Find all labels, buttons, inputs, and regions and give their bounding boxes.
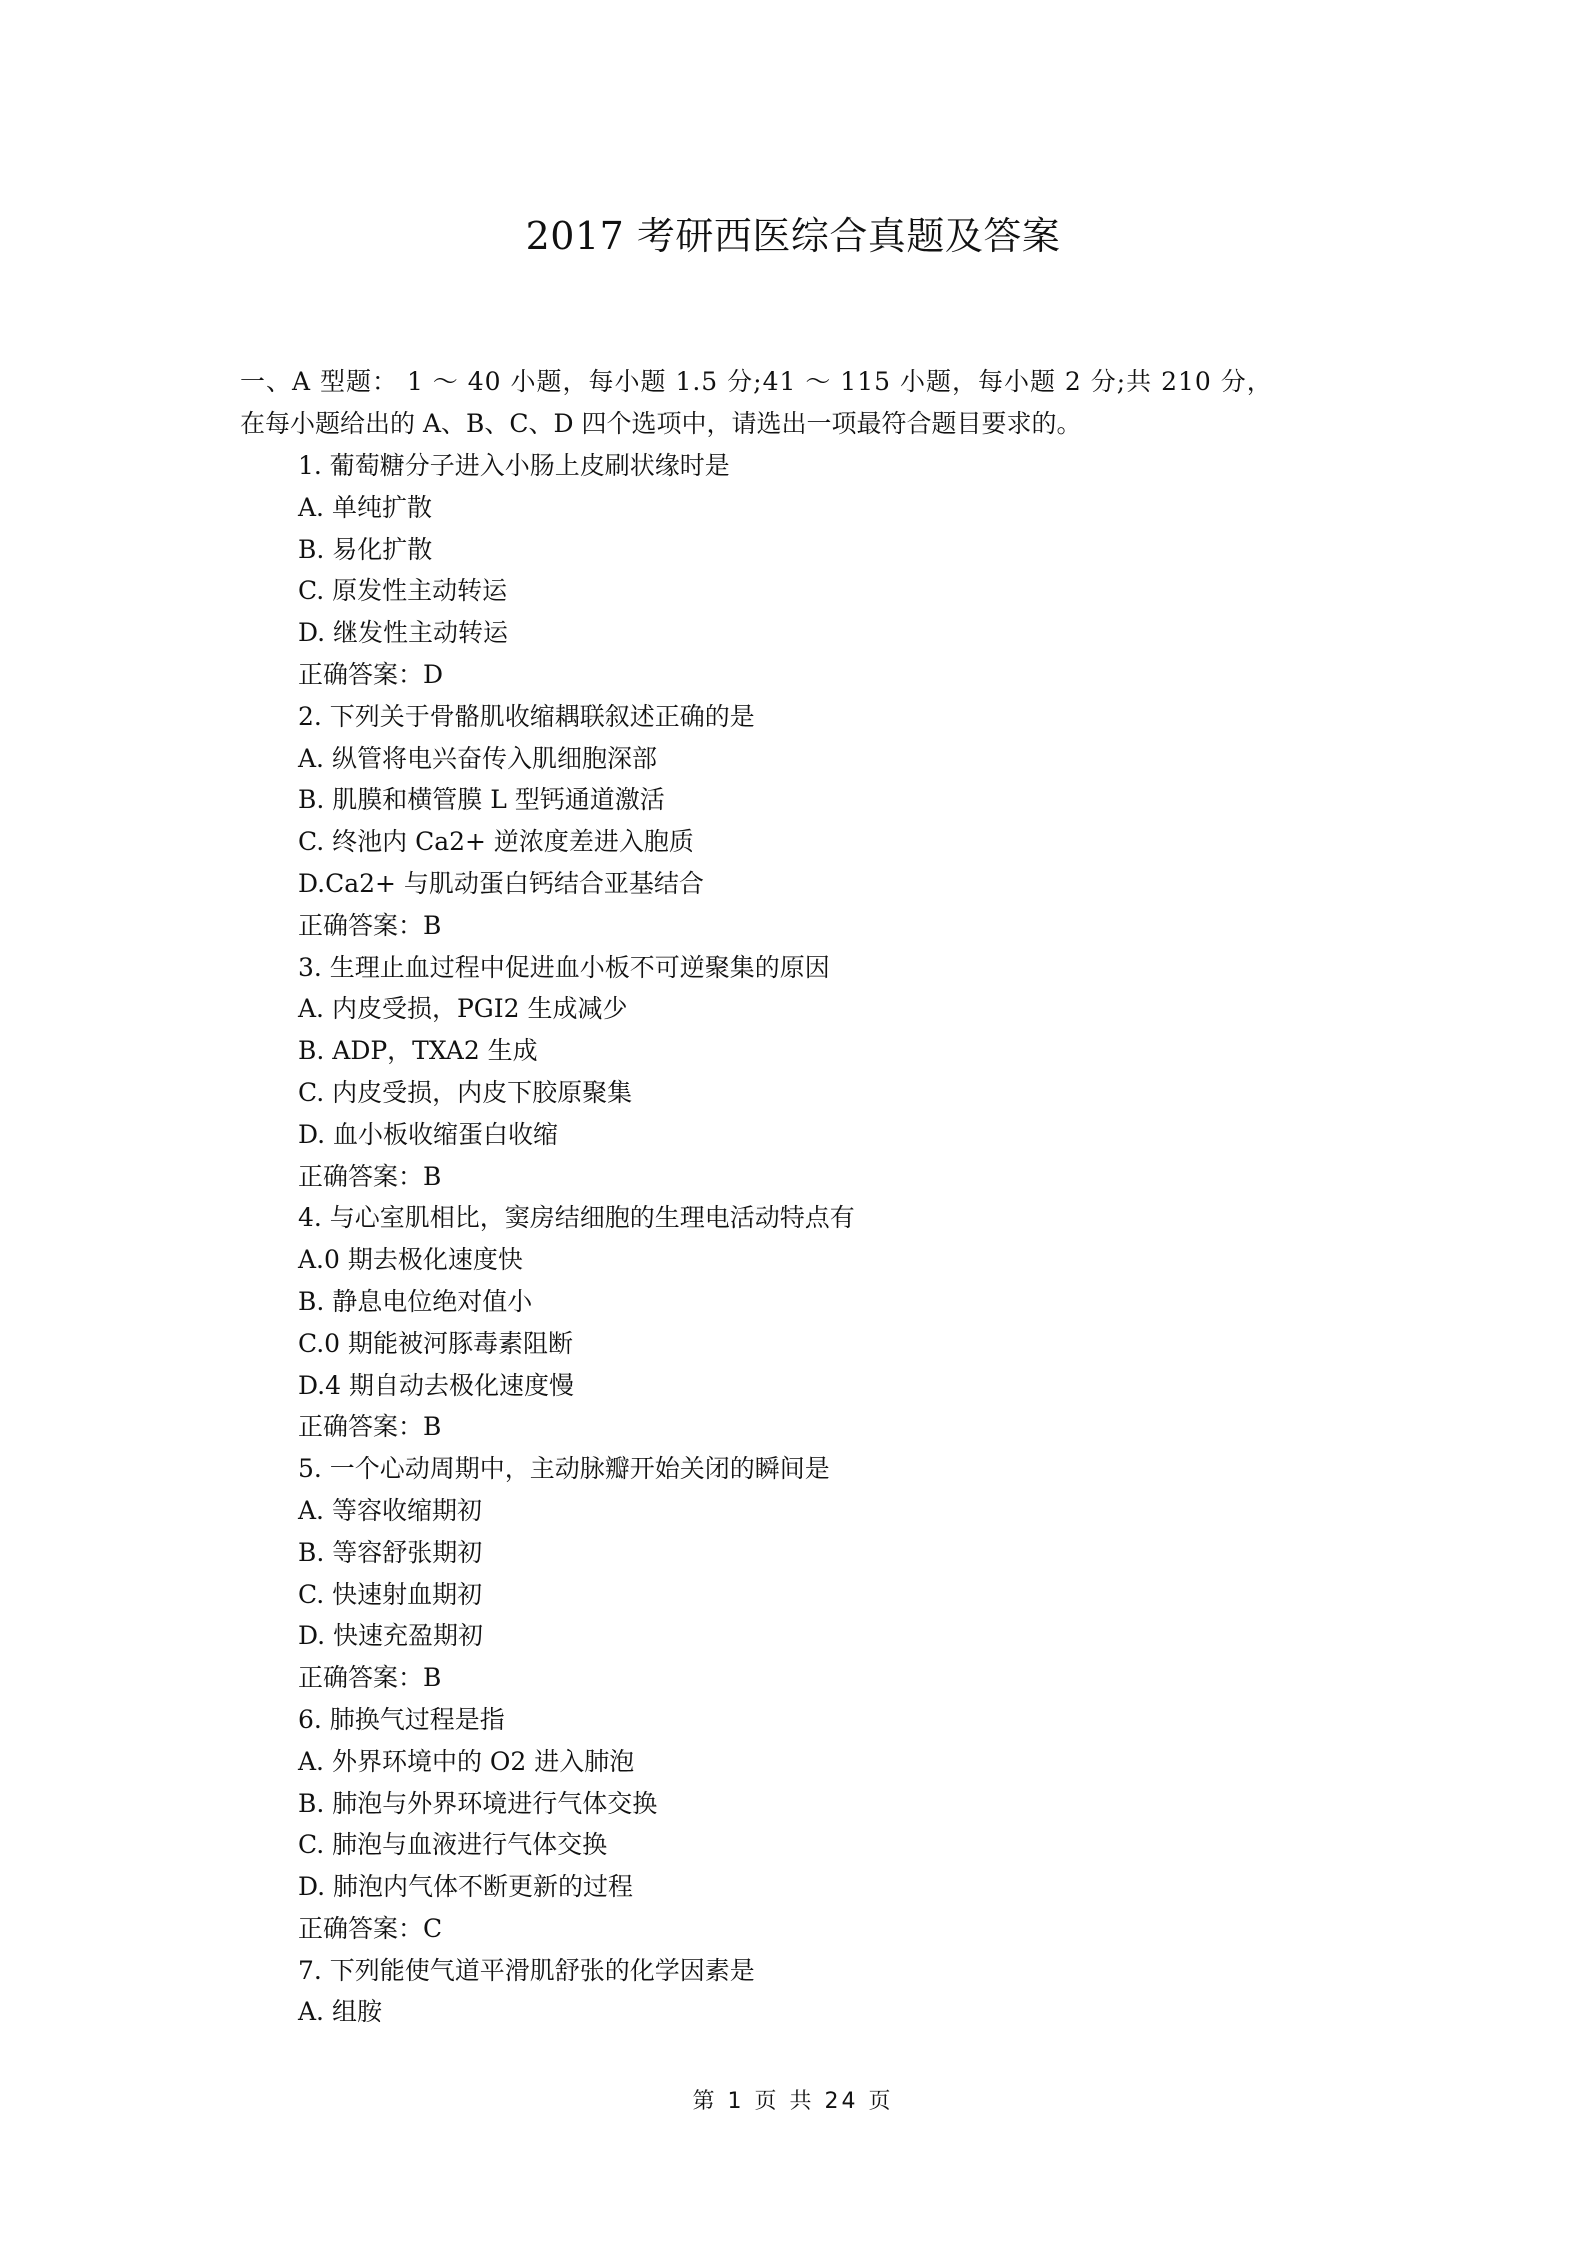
question-stem: 3. 生理止血过程中促进血小板不可逆聚集的原因 [298,952,830,982]
option-line: D. 血小板收缩蛋白收缩 [298,1119,559,1149]
option-line: A. 等容收缩期初 [298,1495,482,1525]
option-line: D.4 期自动去极化速度慢 [298,1370,574,1400]
question-stem: 2. 下列关于骨骼肌收缩耦联叙述正确的是 [298,701,755,731]
option-line: A. 内皮受损，PGI2 生成减少 [298,994,628,1024]
page-footer: 第 1 页 共 24 页 [692,2089,894,2114]
question-stem: 5. 一个心动周期中，主动脉瓣开始关闭的瞬间是 [298,1454,830,1484]
option-line: D. 肺泡内气体不断更新的过程 [298,1872,634,1902]
correct-answer: 正确答案：B [298,910,442,940]
option-line: D.Ca2+ 与肌动蛋白钙结合亚基结合 [298,868,704,898]
page-title: 2017 考研西医综合真题及答案 [525,214,1061,258]
section-instructions-line-1: 一、A 型题： 1 ～ 40 小题，每小题 1.5 分;41 ～ 115 小题，每小题 2 分;共 210 分， [240,367,1273,396]
correct-answer: 正确答案：D [298,659,444,689]
section-instructions-line-2: 在每小题给出的 A、B、C、D 四个选项中，请选出一项最符合题目要求的。 [240,409,1082,438]
option-line: A. 组胺 [298,1997,382,2027]
correct-answer: 正确答案：B [298,1161,442,1191]
option-line: A.0 期去极化速度快 [298,1245,523,1275]
option-line: C.0 期能被河豚毒素阻断 [298,1328,574,1358]
option-line: A. 外界环境中的 O2 进入肺泡 [298,1746,635,1776]
option-line: C. 原发性主动转运 [298,576,508,606]
correct-answer: 正确答案：B [298,1663,442,1693]
option-line: D. 快速充盈期初 [298,1621,484,1651]
option-line: A. 单纯扩散 [298,492,432,522]
question-stem: 1. 葡萄糖分子进入小肠上皮刷状缘时是 [298,451,730,480]
correct-answer: 正确答案：C [298,1913,443,1943]
option-line: C. 肺泡与血液进行气体交换 [298,1830,608,1860]
option-line: B. 等容舒张期初 [298,1537,483,1567]
option-line: B. 肺泡与外界环境进行气体交换 [298,1788,658,1818]
question-list [298,445,1348,2033]
question-stem: 7. 下列能使气道平滑肌舒张的化学因素是 [298,1955,755,1985]
question-stem: 4. 与心室肌相比，窦房结细胞的生理电活动特点有 [298,1203,855,1233]
option-line: B. 易化扩散 [298,534,433,564]
section-instructions [240,361,1350,445]
question-stem: 6. 肺换气过程是指 [298,1704,505,1734]
option-line: C. 快速射血期初 [298,1579,483,1609]
option-line: C. 内皮受损，内皮下胶原聚集 [298,1077,633,1107]
option-line: B. 肌膜和横管膜 L 型钙通道激活 [298,785,665,815]
option-line: A. 纵管将电兴奋传入肌细胞深部 [298,743,657,773]
option-line: D. 继发性主动转运 [298,618,509,648]
option-line: B. 静息电位绝对值小 [298,1286,533,1316]
correct-answer: 正确答案：B [298,1412,442,1442]
option-line: C. 终池内 Ca2+ 逆浓度差进入胞质 [298,827,694,857]
option-line: B. ADP，TXA2 生成 [298,1036,538,1066]
